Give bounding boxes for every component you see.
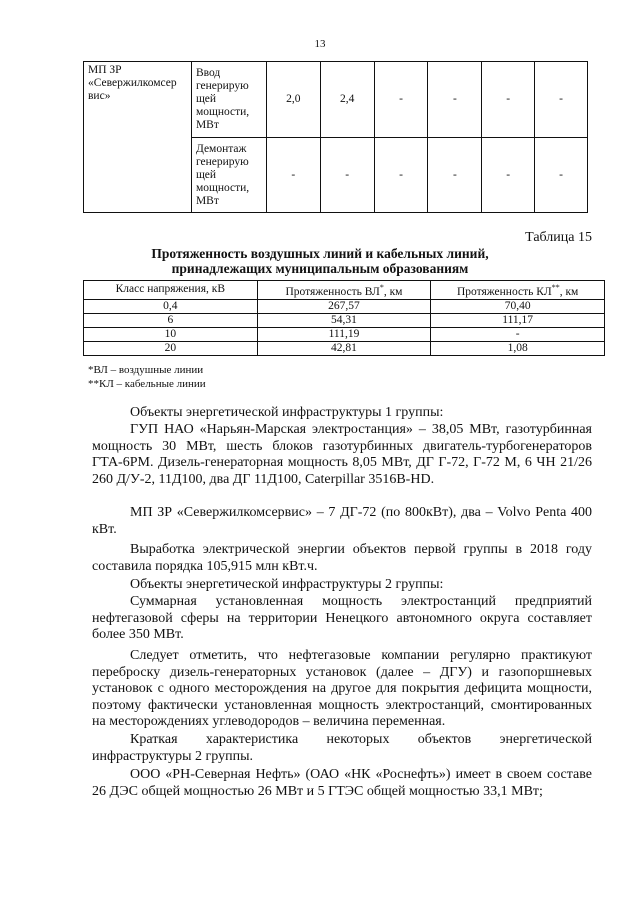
table-cell: 1,08 xyxy=(431,341,605,355)
table-cell: 0,4 xyxy=(84,299,258,313)
indicator-cell: Демонтаж генерирую щей мощности, МВт xyxy=(191,138,266,213)
footnote: **КЛ – кабельные линии xyxy=(88,378,206,390)
body-paragraph: МП ЗР «Севержилкомсервис» – 7 ДГ-72 (по 800кВт), два – Volvo Penta 400 кВт. xyxy=(92,505,592,537)
table-title-line: принадлежащих муниципальным образованиям xyxy=(171,261,469,276)
table-header-row xyxy=(84,281,605,300)
value-cell: - xyxy=(320,138,374,213)
line-length-table xyxy=(83,280,605,356)
table-cell: 267,57 xyxy=(257,299,431,313)
value-cell: - xyxy=(266,138,320,213)
table-row xyxy=(84,327,605,341)
body-paragraph: Краткая характеристика некоторых объектов энергетической инфраструктуры 2 группы. xyxy=(92,732,592,764)
value-cell: 2,4 xyxy=(320,62,374,138)
table-caption: Таблица 15 xyxy=(525,230,592,245)
table-cell: - xyxy=(431,327,605,341)
table-cell: 111,17 xyxy=(431,313,605,327)
value-cell: 2,0 xyxy=(266,62,320,138)
table-row xyxy=(84,313,605,327)
body-paragraph: Следует отметить, что нефтегазовые компании регулярно практикуют переброску дизель-генераторных установок (далее – ДГУ) и газопоршневых установок с одного месторождения на другое для покрытия дефицита мощности, поэтому фактически установленная мощность электростанций, смонтированных на месторождениях углеводородов – величина переменная. xyxy=(92,648,592,729)
value-cell: - xyxy=(482,62,535,138)
body-paragraph: ГУП НАО «Нарьян-Марская электростанция» – 38,05 МВт, газотурбинная мощность 30 МВт, шесть блоков газотурбинных двигатель-турбогенераторов ГТА-6РМ. Дизель-генераторная мощность 8,05 МВт, ДГ Г-72, Г-72 М, 6 ЧН 21/26 260 Д/У-2, 11Д100, два ДГ 11Д100, Caterpillar 3516B-HD. xyxy=(92,422,592,487)
body-paragraph: ООО «РН-Северная Нефть» (ОАО «НК «Роснефть») имеет в своем составе 26 ДЭС общей мощностью 26 МВт и 5 ГТЭС общей мощностью 33,1 МВт; xyxy=(92,767,592,799)
value-cell: - xyxy=(374,62,428,138)
value-cell: - xyxy=(535,138,588,213)
value-cell: - xyxy=(428,138,482,213)
page-number: 13 xyxy=(314,38,326,50)
value-cell: - xyxy=(482,138,535,213)
table-title xyxy=(0,246,640,276)
table-row xyxy=(84,62,588,138)
value-cell: - xyxy=(374,138,428,213)
table-cell: 70,40 xyxy=(431,299,605,313)
generation-capacity-table xyxy=(83,61,588,213)
column-header: Протяженность КЛ**, км xyxy=(431,281,605,300)
table-cell: 42,81 xyxy=(257,341,431,355)
organization-cell: МП ЗР «Севержилкомсер вис» xyxy=(84,62,192,213)
table-cell: 6 xyxy=(84,313,258,327)
value-cell: - xyxy=(428,62,482,138)
table-row xyxy=(84,299,605,313)
table-cell: 54,31 xyxy=(257,313,431,327)
table-cell: 20 xyxy=(84,341,258,355)
column-header: Класс напряжения, кВ xyxy=(84,281,258,300)
table-title-line: Протяженность воздушных линий и кабельных линий, xyxy=(151,246,489,261)
body-paragraph: Суммарная установленная мощность электростанций предприятий нефтегазовой сферы на территории Ненецкого автономного округа составляет более 350 МВт. xyxy=(92,594,592,642)
column-header: Протяженность ВЛ*, км xyxy=(257,281,431,300)
table-cell: 10 xyxy=(84,327,258,341)
body-paragraph: Выработка электрической энергии объектов первой группы в 2018 году составила порядка 105,915 млн кВт.ч. xyxy=(92,542,592,574)
table-cell: 111,19 xyxy=(257,327,431,341)
indicator-cell: Ввод генерирую щей мощности, МВт xyxy=(191,62,266,138)
table-row xyxy=(84,341,605,355)
body-paragraph: Объекты энергетической инфраструктуры 2 группы: xyxy=(130,577,444,592)
body-paragraph: Объекты энергетической инфраструктуры 1 группы: xyxy=(130,405,444,420)
value-cell: - xyxy=(535,62,588,138)
footnote: *ВЛ – воздушные линии xyxy=(88,364,204,376)
